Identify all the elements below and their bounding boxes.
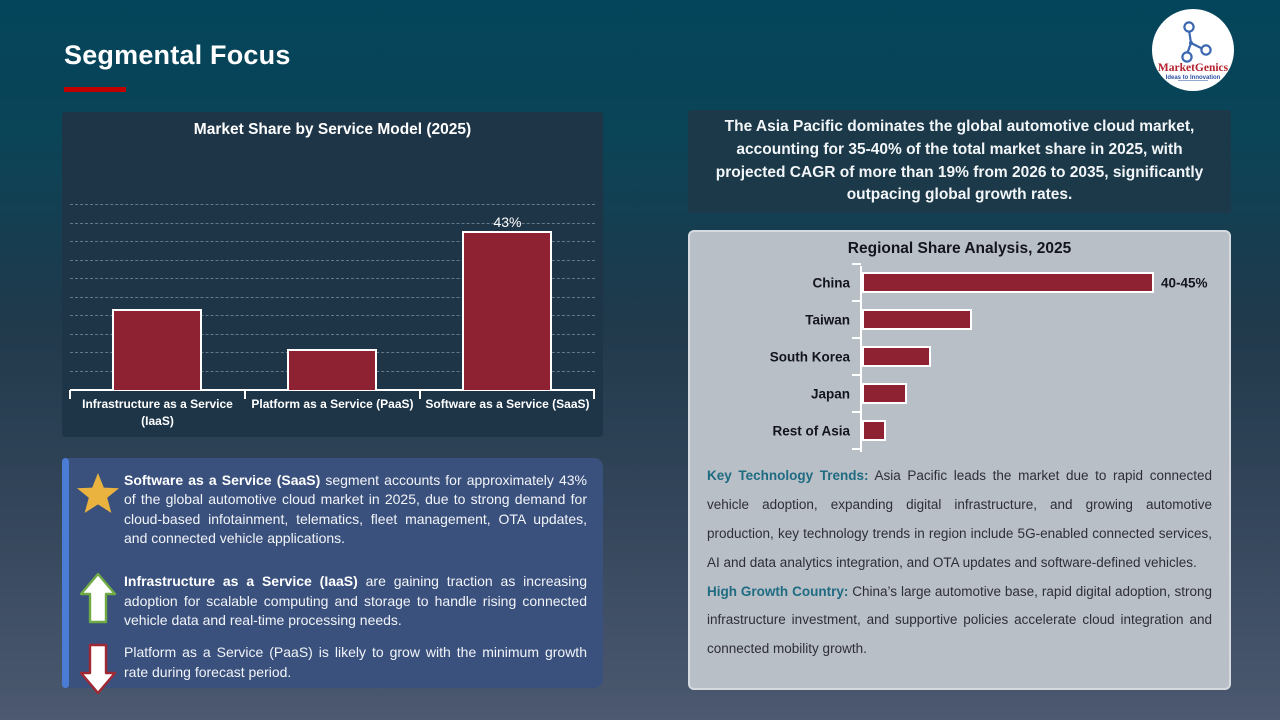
gridline: [70, 204, 595, 205]
regional-share-panel: [688, 230, 1231, 690]
axis-tick: [852, 337, 861, 339]
paragraph-body: Asia Pacific leads the market due to rapid connected vehicle adoption, expanding digital infrastructure, and growing automotive production, key technology trends in region include 5G-enabled connected services, AI and data analytics integration, and OTA updates and software-defined vehicles.: [707, 468, 1212, 570]
callout-text-iaas: [124, 572, 587, 630]
callout-item-saas: [72, 471, 587, 548]
regional-bar-row: [704, 420, 1215, 441]
regional-analysis-text: [707, 462, 1212, 664]
callout-lead-iaas: Infrastructure as a Service (IaaS): [124, 573, 358, 590]
callout-rest-paas: Platform as a Service (PaaS) is likely to grow with the minimum growth rate during forecast period.: [124, 644, 587, 680]
service-model-chart-panel: [62, 112, 603, 437]
region-bar: [862, 309, 972, 330]
region-label: Rest of Asia: [772, 423, 850, 438]
logo-brand-text: MarketGenics: [1157, 62, 1229, 74]
paragraph-body: China’s large automotive base, rapid digital adoption, strong infrastructure investment, and supportive policies accelerate cloud integration and connected mobility growth.: [707, 583, 1212, 657]
regional-bar-row: [704, 309, 1215, 330]
callout-rest-iaas: are gaining traction as increasing adoption for scalable computing and storage to handle rising connected vehicle data and real-time processing needs.: [124, 573, 587, 628]
regional-chart-plot-area: [704, 272, 1215, 452]
callout-rest-saas: segment accounts for approximately 43% of the global automotive cloud market in 2025, due to strong demand for cloud-based infotainment, telematics, fleet management, OTA updates, and connected vehicle applications.: [124, 472, 587, 546]
region-label: Taiwan: [805, 312, 850, 327]
segment-insights-box: [62, 458, 603, 688]
axis-tick: [852, 374, 861, 376]
service-model-plot-area: [70, 144, 595, 390]
asia-pacific-headline-text: The Asia Pacific dominates the global automotive cloud market, accounting for 35-40% of the total market share in 2025, with projected CAGR of more than 19% from 2026 to 2035, significantly outpacing global growth rates.: [715, 117, 1204, 204]
region-bar-data-label: 40-45%: [1161, 275, 1208, 290]
bar-data-label: 43%: [493, 213, 522, 230]
regional-bar-row: [704, 383, 1215, 404]
regional-bar-row: [704, 272, 1215, 293]
callout-item-paas: [72, 643, 587, 695]
axis-tick: [852, 263, 861, 265]
up-arrow-icon: [72, 572, 124, 624]
regional-bar-row: [704, 346, 1215, 367]
region-bar: [862, 420, 886, 441]
callout-left-accent: [62, 458, 69, 688]
x-axis-category-label: Infrastructure as a Service (IaaS): [82, 397, 233, 429]
logo-tagline-text: Ideas to Innovation: [1165, 75, 1221, 81]
x-axis-category-label: Platform as a Service (PaaS): [251, 397, 414, 411]
service-model-chart-title: Market Share by Service Model (2025): [193, 121, 472, 138]
regional-paragraph-1: [707, 462, 1212, 578]
paragraph-lead: Key Technology Trends:: [707, 468, 869, 483]
callout-text-paas: [124, 643, 587, 682]
paragraph-lead: High Growth Country:: [707, 583, 849, 599]
regional-chart-title: Regional Share Analysis, 2025: [847, 240, 1072, 257]
callout-lead-saas: Software as a Service (SaaS): [124, 472, 321, 488]
region-bar: [862, 346, 931, 367]
regional-paragraph-2: [707, 578, 1212, 665]
star-icon: [72, 471, 124, 517]
region-label: South Korea: [769, 349, 850, 364]
callout-item-iaas: [72, 572, 587, 630]
region-bar: [862, 272, 1154, 293]
marketgenics-logo: [1151, 8, 1235, 92]
asia-pacific-headline-box: [688, 110, 1231, 213]
axis-tick: [852, 411, 861, 413]
region-bar: [862, 383, 907, 404]
bar-3: [462, 213, 552, 390]
callout-text-saas: [124, 471, 587, 548]
region-label: China: [812, 275, 850, 290]
page-title: Segmental Focus: [64, 40, 291, 70]
bar-1: [112, 309, 202, 390]
axis-tick: [852, 448, 861, 450]
x-axis-labels: [70, 394, 595, 432]
x-axis-category-label: Software as a Service (SaaS): [425, 397, 590, 411]
region-label: Japan: [810, 386, 850, 401]
title-underline-accent: [64, 87, 126, 92]
down-arrow-icon: [72, 643, 124, 695]
axis-tick: [852, 300, 861, 302]
logo-graphic: [1151, 8, 1235, 92]
bar-2: [287, 349, 377, 390]
